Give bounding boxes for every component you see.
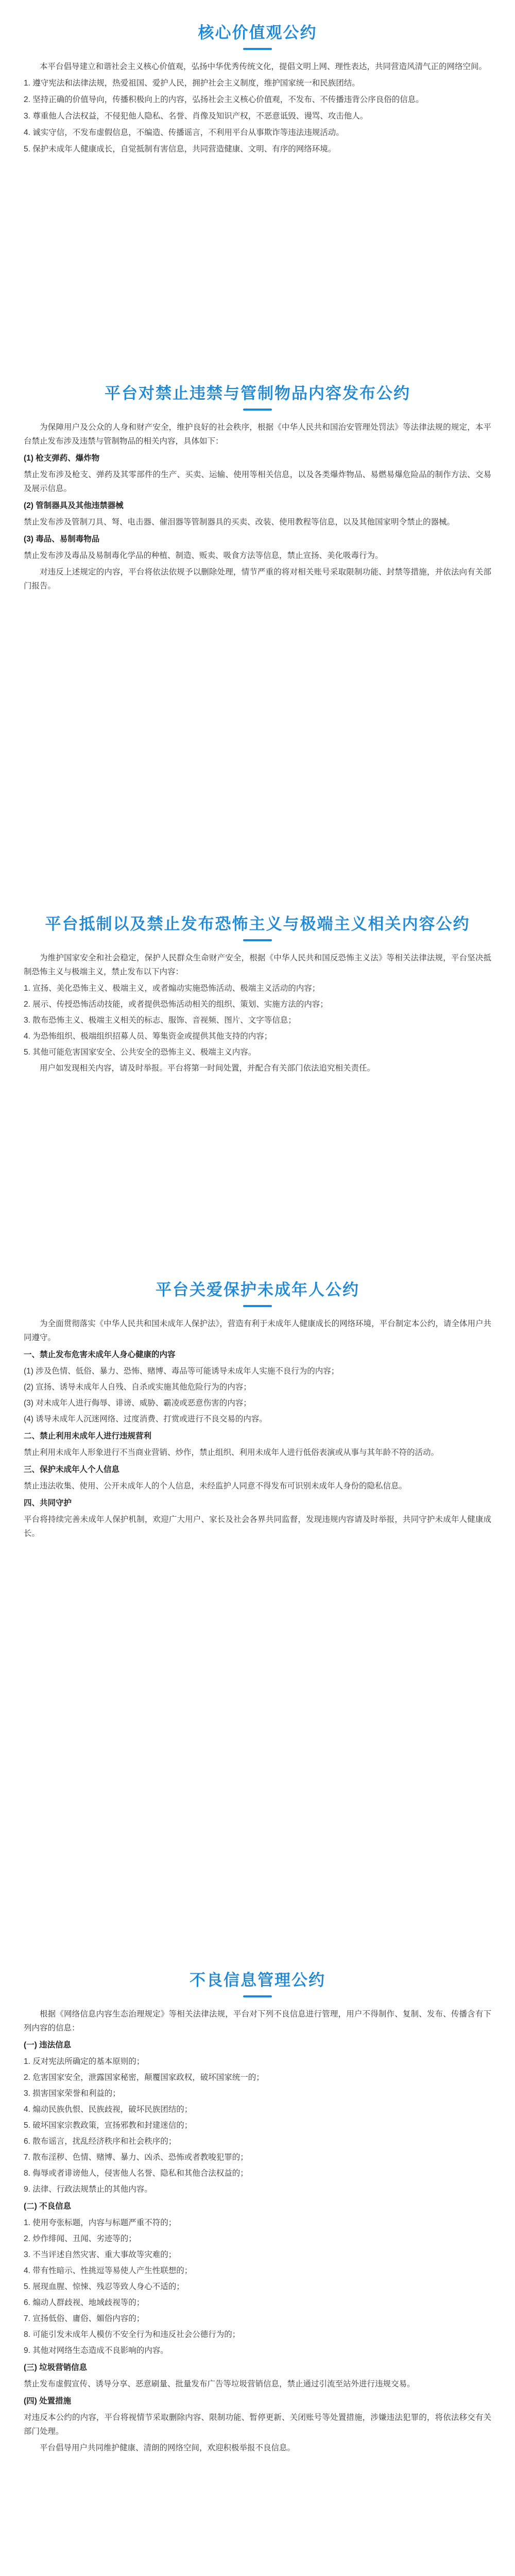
list-item: 4. 带有性暗示、性挑逗等易使人产生性联想的； bbox=[24, 2266, 193, 2275]
list-item: 4. 煽动民族仇恨、民族歧视，破坏民族团结的； bbox=[24, 2105, 193, 2114]
list-item: 6. 煽动人群歧视、地域歧视等的； bbox=[24, 2298, 145, 2307]
subheading: (三) 垃圾营销信息 bbox=[24, 2363, 88, 2372]
list-item: 6. 散布谣言，扰乱经济秩序和社会秩序的； bbox=[24, 2137, 177, 2146]
paragraph: 4. 诚实守信，不发布虚假信息，不编造、传播谣言，不利用平台从事欺诈等违法违规活动。 bbox=[24, 128, 344, 137]
paragraph: 禁止利用未成年人形象进行不当商业营销、炒作，禁止组织、利用未成年人进行低俗表演或从事与其年龄不符的活动。 bbox=[24, 1448, 439, 1457]
list-item: 8. 可能引发未成年人模仿不安全行为和违反社会公德行为的； bbox=[24, 2330, 241, 2339]
list-item: 2. 危害国家安全，泄露国家秘密，颠覆国家政权，破坏国家统一的； bbox=[24, 2073, 264, 2082]
paragraph: 2. 坚持正确的价值导向，传播积极向上的内容，弘扬社会主义核心价值观，不发布、不传播违背公序良俗的信息。 bbox=[24, 95, 424, 104]
paragraph: 5. 保护未成年人健康成长，自觉抵制有害信息，共同营造健康、文明、有序的网络环境。 bbox=[24, 145, 336, 154]
paragraph: 禁止违法收集、使用、公开未成年人的个人信息，未经监护人同意不得发布可识别未成年人身份的隐私信息。 bbox=[24, 1482, 407, 1490]
list-item: (1) 涉及色情、低俗、暴力、恐怖、赌博、毒品等可能诱导未成年人实施不良行为的内容； bbox=[24, 1367, 339, 1376]
list-item: 1. 宣扬、美化恐怖主义、极端主义，或者煽动实施恐怖活动、极端主义活动的内容； bbox=[24, 984, 320, 993]
rule-list bbox=[24, 981, 491, 1059]
subheading: (3) 毒品、易制毒物品 bbox=[24, 535, 100, 544]
subheading: 二、禁止利用未成年人进行违规营利 bbox=[24, 1432, 152, 1440]
list-item: 7. 宣扬低俗、庸俗、媚俗内容的； bbox=[24, 2314, 145, 2323]
paragraph: 为全面贯彻落实《中华人民共和国未成年人保护法》，营造有利于未成年人健康成长的网络环境，平台制定本公约，请全体用户共同遵守。 bbox=[24, 1319, 491, 1342]
list-item: 5. 其他可能危害国家安全、公共安全的恐怖主义、极端主义内容。 bbox=[24, 1048, 256, 1057]
subheading: (2) 管制器具及其他违禁器械 bbox=[24, 501, 124, 510]
list-item: 3. 损害国家荣誉和利益的； bbox=[24, 2089, 121, 2098]
section-title: 平台关爱保护未成年人公约 bbox=[152, 1277, 363, 1300]
subheading: 四、共同守护 bbox=[24, 1499, 72, 1507]
subheading: (二) 不良信息 bbox=[24, 2202, 72, 2211]
subheading: (四) 处置措施 bbox=[24, 2397, 72, 2405]
list-item: (4) 诱导未成年人沉迷网络、过度消费、打赏或进行不良交易的内容。 bbox=[24, 1415, 267, 1423]
paragraph: 1. 遵守宪法和法律法规，热爱祖国、爱护人民，拥护社会主义制度，维护国家统一和民族团结。 bbox=[24, 79, 360, 88]
list-item: 5. 展现血腥、惊悚、残忍等致人身心不适的； bbox=[24, 2282, 184, 2291]
list-item: 3. 不当评述自然灾害、重大事故等灾难的； bbox=[24, 2250, 177, 2259]
rule-list bbox=[24, 2216, 491, 2358]
subheading: 三、保护未成年人个人信息 bbox=[24, 1465, 120, 1474]
paragraph: 禁止发布涉及枪支、弹药及其零部件的生产、买卖、运输、使用等相关信息，以及各类爆炸物品、易燃易爆危险品的制作方法、交易及展示信息。 bbox=[24, 470, 491, 493]
section-title: 核心价值观公约 bbox=[195, 20, 320, 43]
list-item: 7. 散布淫秽、色情、赌博、暴力、凶杀、恐怖或者教唆犯罪的； bbox=[24, 2153, 248, 2162]
rule-list bbox=[24, 2055, 491, 2196]
subheading: (一) 违法信息 bbox=[24, 2041, 72, 2049]
list-item: (2) 宣扬、诱导未成年人自残、自杀或实施其他危险行为的内容； bbox=[24, 1383, 251, 1392]
paragraph: 对违反本公约的内容，平台将视情节采取删除内容、限制功能、暂停更新、关闭账号等处置措施，涉嫌违法犯罪的，将依法移交有关部门处理。 bbox=[24, 2413, 491, 2436]
paragraph: 禁止发布涉及管制刀具、弩、电击器、催泪器等管制器具的买卖、改装、使用教程等信息，以及其他国家明令禁止的器械。 bbox=[24, 518, 455, 527]
list-item: (3) 对未成年人进行侮辱、诽谤、威胁、霸凌或恶意伤害的内容； bbox=[24, 1399, 251, 1408]
rule-list bbox=[24, 1364, 491, 1426]
paragraph: 为保障用户及公众的人身和财产安全，维护良好的社会秩序，根据《中华人民共和国治安管理处罚法》等法律法规的规定，本平台禁止发布涉及违禁与管制物品的相关内容，具体如下： bbox=[24, 423, 491, 446]
paragraph: 对违反上述规定的内容，平台将依法依规予以删除处理，情节严重的将对相关账号采取限制功能、封禁等措施，并依法向有关部门报告。 bbox=[24, 568, 491, 590]
paragraph: 禁止发布虚假宣传、诱导分享、恶意刷量、批量发布广告等垃圾营销信息，禁止通过引流至站外进行违规交易。 bbox=[24, 2380, 415, 2388]
list-item: 1. 反对宪法所确定的基本原则的； bbox=[24, 2057, 145, 2066]
list-item: 2. 炒作绯闻、丑闻、劣迹等的； bbox=[24, 2234, 136, 2243]
paragraph: 根据《网络信息内容生态治理规定》等相关法律法规，平台对下列不良信息进行管理，用户不得制作、复制、发布、传播含有下列内容的信息： bbox=[24, 2010, 491, 2032]
list-item: 4. 为恐怖组织、极端组织招募人员、筹集资金或提供其他支持的内容； bbox=[24, 1032, 272, 1041]
prohibited-items-section bbox=[0, 371, 515, 596]
list-item: 9. 其他对网络生态造成不良影响的内容。 bbox=[24, 2346, 168, 2355]
list-item: 2. 展示、传授恐怖活动技能，或者提供恐怖活动相关的组织、策划、实施方法的内容； bbox=[24, 1000, 328, 1009]
list-item: 5. 破坏国家宗教政策，宣扬邪教和封建迷信的； bbox=[24, 2121, 193, 2130]
core-values-section bbox=[0, 10, 515, 159]
harmful-info-section bbox=[0, 1958, 515, 2458]
anti-terrorism-section bbox=[0, 902, 515, 1078]
subheading: 一、禁止发布危害未成年人身心健康的内容 bbox=[24, 1350, 176, 1359]
paragraph: 平台将持续完善未成年人保护机制，欢迎广大用户、家长及社会各界共同监督，发现违规内容请及时举报，共同守护未成年人健康成长。 bbox=[24, 1515, 491, 1538]
subheading: (1) 枪支弹药、爆炸物 bbox=[24, 454, 100, 463]
paragraph: 用户如发现相关内容，请及时举报。平台将第一时间处置，并配合有关部门依法追究相关责任。 bbox=[40, 1064, 375, 1073]
paragraph: 为维护国家安全和社会稳定，保护人民群众生命财产安全，根据《中华人民共和国反恐怖主义法》等相关法律法规，平台坚决抵制恐怖主义与极端主义，禁止发布以下内容： bbox=[24, 954, 491, 976]
section-title: 不良信息管理公约 bbox=[186, 1967, 329, 1990]
minor-protection-section bbox=[0, 1267, 515, 1543]
list-item: 9. 法律、行政法规禁止的其他内容。 bbox=[24, 2185, 152, 2194]
list-item: 1. 使用夸张标题，内容与标题严重不符的； bbox=[24, 2218, 177, 2227]
list-item: 8. 侮辱或者诽谤他人，侵害他人名誉、隐私和其他合法权益的； bbox=[24, 2169, 248, 2178]
section-title: 平台对禁止违禁与管制物品内容发布公约 bbox=[101, 380, 414, 403]
list-item: 3. 散布恐怖主义、极端主义相关的标志、服饰、音视频、图片、文字等信息； bbox=[24, 1016, 296, 1025]
paragraph: 平台倡导用户共同维护健康、清朗的网络空间，欢迎积极举报不良信息。 bbox=[40, 2444, 296, 2452]
paragraph: 禁止发布涉及毒品及易制毒化学品的种植、制造、贩卖、吸食方法等信息，禁止宣扬、美化吸毒行为。 bbox=[24, 551, 383, 560]
paragraph: 3. 尊重他人合法权益，不侵犯他人隐私、名誉、肖像及知识产权，不恶意诋毁、谩骂、攻击他人。 bbox=[24, 112, 368, 121]
paragraph: 本平台倡导建立和谐社会主义核心价值观，弘扬中华优秀传统文化，提倡文明上网、理性表达，共同营造风清气正的网络空间。 bbox=[40, 62, 487, 71]
section-title: 平台抵制以及禁止发布恐怖主义与极端主义相关内容公约 bbox=[42, 911, 473, 934]
